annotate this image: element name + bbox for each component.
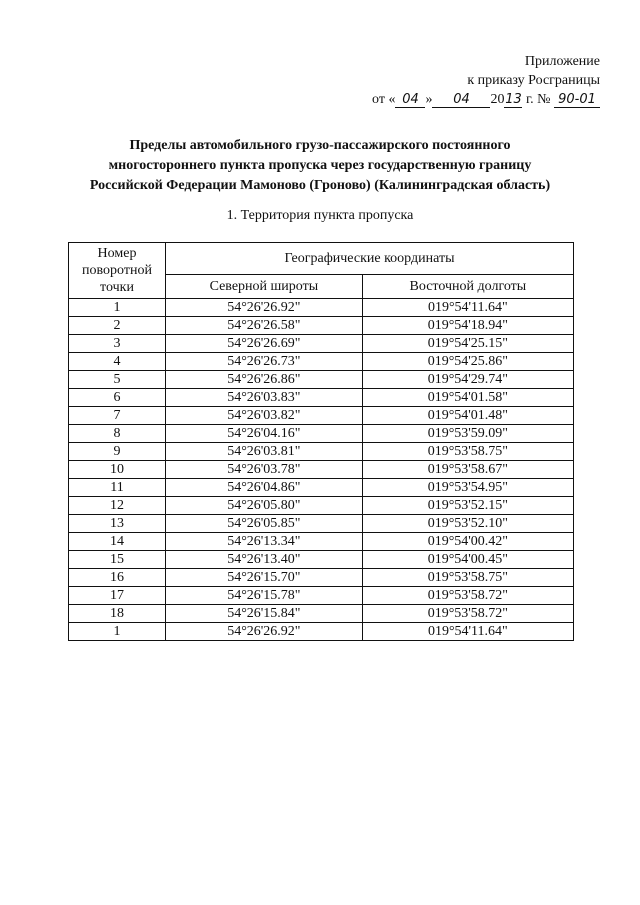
title-line-3: Российской Федерации Мамоново (Гроново) (Калининградская область) [89,178,551,193]
point-number-cell: 15 [69,551,166,569]
point-number-cell: 2 [69,317,166,335]
longitude-cell: 019°54'01.58" [362,389,573,407]
latitude-cell: 54°26'15.70" [166,569,363,587]
table-row [69,317,574,335]
latitude-cell: 54°26'26.92" [166,623,363,641]
longitude-cell: 019°53'58.72" [362,587,573,605]
longitude-cell: 019°54'29.74" [362,371,573,389]
handwritten-month: 04 [432,92,490,108]
order-date-number [372,90,600,109]
point-number-cell: 12 [69,497,166,515]
title-line-1: Пределы автомобильного грузо-пассажирского постоянного [129,138,511,153]
handwritten-year: 13 [505,92,522,107]
longitude-cell: 019°53'58.67" [362,461,573,479]
point-number-cell: 1 [69,623,166,641]
point-number-cell: 14 [69,533,166,551]
latitude-cell: 54°26'04.86" [166,479,363,497]
latitude-cell: 54°26'15.84" [166,605,363,623]
geo-coordinates-header: Географические координаты [166,243,574,275]
latitude-cell: 54°26'13.40" [166,551,363,569]
table-row [69,335,574,353]
year-prefix: 20 [490,92,505,107]
longitude-cell: 019°53'52.15" [362,497,573,515]
point-number-cell: 13 [69,515,166,533]
latitude-cell: 54°26'05.80" [166,497,363,515]
longitude-cell: 019°54'18.94" [362,317,573,335]
longitude-cell: 019°54'25.15" [362,335,573,353]
handwritten-order-number: 90-01 [554,92,600,108]
table-row [69,497,574,515]
longitude-cell: 019°54'01.48" [362,407,573,425]
date-quote-close: » [425,92,433,107]
latitude-cell: 54°26'03.78" [166,461,363,479]
document-title [40,136,600,196]
point-number-cell: 16 [69,569,166,587]
latitude-cell: 54°26'26.69" [166,335,363,353]
table-row [69,425,574,443]
latitude-cell: 54°26'05.85" [166,515,363,533]
longitude-cell: 019°53'58.75" [362,569,573,587]
section-title: 1. Территория пункта пропуска [226,208,414,223]
table-row [69,389,574,407]
table-row [69,443,574,461]
date-prefix: от « [372,92,396,107]
longitude-cell: 019°53'58.72" [362,605,573,623]
latitude-header: Северной широты [166,275,363,299]
appendix-header [372,52,600,109]
table-row [69,623,574,641]
table-row [69,407,574,425]
table-row [69,551,574,569]
longitude-cell: 019°53'52.10" [362,515,573,533]
longitude-cell: 019°53'59.09" [362,425,573,443]
latitude-cell: 54°26'15.78" [166,587,363,605]
coordinates-table-body [69,299,574,641]
title-line-2: многостороннего пункта пропуска через государственную границу [108,158,532,173]
point-number-cell: 1 [69,299,166,317]
latitude-cell: 54°26'26.58" [166,317,363,335]
table-row [69,533,574,551]
appendix-label: Приложение [524,54,600,69]
table-row [69,299,574,317]
table-row [69,605,574,623]
point-number-cell: 4 [69,353,166,371]
longitude-cell: 019°53'58.75" [362,443,573,461]
latitude-cell: 54°26'04.16" [166,425,363,443]
point-number-cell: 10 [69,461,166,479]
point-number-cell: 3 [69,335,166,353]
coordinates-table [68,242,574,641]
longitude-cell: 019°54'00.45" [362,551,573,569]
point-number-cell: 8 [69,425,166,443]
table-row [69,479,574,497]
table-row [69,515,574,533]
longitude-cell: 019°53'54.95" [362,479,573,497]
latitude-cell: 54°26'03.81" [166,443,363,461]
latitude-cell: 54°26'03.83" [166,389,363,407]
handwritten-day: 04 [395,92,425,108]
latitude-cell: 54°26'26.86" [166,371,363,389]
longitude-cell: 019°54'00.42" [362,533,573,551]
point-number-header: Номер поворотной точки [69,243,166,299]
table-row [69,461,574,479]
order-reference: к приказу Росграницы [467,73,600,88]
point-number-cell: 5 [69,371,166,389]
point-number-cell: 11 [69,479,166,497]
longitude-cell: 019°54'11.64" [362,623,573,641]
point-number-cell: 7 [69,407,166,425]
point-number-cell: 18 [69,605,166,623]
longitude-cell: 019°54'25.86" [362,353,573,371]
table-row [69,371,574,389]
longitude-cell: 019°54'11.64" [362,299,573,317]
latitude-cell: 54°26'13.34" [166,533,363,551]
latitude-cell: 54°26'26.92" [166,299,363,317]
latitude-cell: 54°26'03.82" [166,407,363,425]
table-row [69,587,574,605]
latitude-cell: 54°26'26.73" [166,353,363,371]
point-number-cell: 17 [69,587,166,605]
point-number-cell: 6 [69,389,166,407]
table-row [69,569,574,587]
table-row [69,353,574,371]
point-number-cell: 9 [69,443,166,461]
longitude-header: Восточной долготы [362,275,573,299]
year-unit-number-sign: г. № [525,92,551,107]
